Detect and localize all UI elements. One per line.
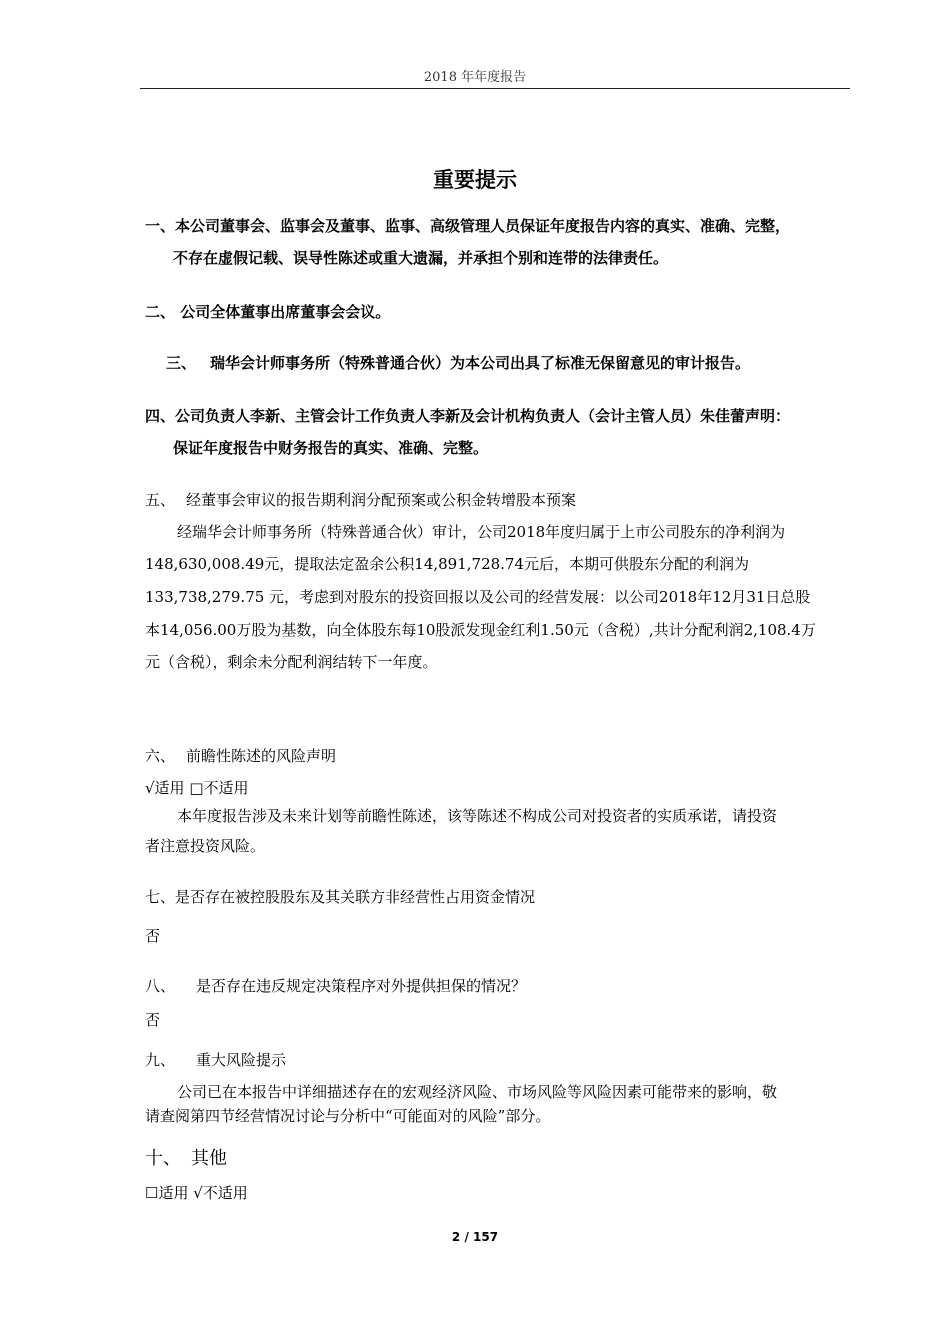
section-8-answer: 否: [145, 1011, 161, 1029]
section-10-applicability: ☐适用 √不适用: [145, 1184, 248, 1202]
section-1-line-1: 一、本公司董事会、监事会及董事、监事、高级管理人员保证年度报告内容的真实、准确、完整，: [145, 217, 791, 235]
section-8-heading: 是否存在违反规定决策程序对外提供担保的情况？: [196, 977, 527, 995]
section-4-line-1: 四、公司负责人李新、主管会计工作负责人李新及会计机构负责人（会计主管人员）朱佳蕾声明：: [145, 407, 791, 425]
section-5-body-line: 本14,056.00万股为基数，向全体股东每10股派发现金红利1.50元（含税）,共计分配利润2,108.4万: [145, 621, 816, 639]
section-1-line-2: 不存在虚假记载、误导性陈述或重大遗漏，并承担个别和连带的法律责任。: [173, 249, 669, 267]
section-7-answer: 否: [145, 927, 161, 945]
section-5-heading: 经董事会审议的报告期利润分配预案或公积金转增股本预案: [186, 491, 577, 509]
section-6-applicability: √适用 □不适用: [145, 779, 249, 797]
section-9-number: 九、: [145, 1051, 176, 1069]
section-4-line-2: 保证年度报告中财务报告的真实、准确、完整。: [173, 439, 489, 457]
section-7-heading: 七、是否存在被控股股东及其关联方非经营性占用资金情况: [145, 888, 536, 906]
section-6-number: 六、: [145, 747, 176, 765]
section-5-body-line: 经瑞华会计师事务所（特殊普通合伙）审计，公司2018年度归属于上市公司股东的净利润为: [177, 523, 786, 541]
section-9-body-line: 公司已在本报告中详细描述存在的宏观经济风险、市场风险等风险因素可能带来的影响，敬: [177, 1083, 778, 1101]
section-3-text: 瑞华会计师事务所（特殊普通合伙）为本公司出具了标准无保留意见的审计报告。: [210, 354, 751, 372]
section-6-heading: 前瞻性陈述的风险声明: [186, 747, 337, 765]
section-10-number: 十、: [145, 1148, 181, 1169]
section-5-body-line: 148,630,008.49元，提取法定盈余公积14,891,728.74元后，本期可供股东分配的利润为: [145, 555, 750, 573]
section-9-heading: 重大风险提示: [196, 1051, 287, 1069]
section-6-body-line: 者注意投资风险。: [145, 837, 266, 855]
section-5-number: 五、: [145, 491, 176, 509]
section-8-number: 八、: [145, 977, 176, 995]
page-number: 2 / 157: [451, 1230, 499, 1244]
section-5-body-line: 元（含税），剩余未分配利润结转下一年度。: [145, 653, 438, 671]
header-divider: [140, 88, 850, 89]
page-title: 重要提示: [433, 168, 517, 192]
section-2: 二、 公司全体董事出席董事会会议。: [145, 303, 391, 321]
section-9-body-line: 请查阅第四节经营情况讨论与分析中“可能面对的风险”部分。: [145, 1107, 551, 1125]
running-header: 2018 年年度报告: [423, 70, 527, 85]
section-10-heading: 其他: [191, 1148, 227, 1169]
section-3-number: 三、: [166, 354, 197, 372]
section-5-body-line: 133,738,279.75 元，考虑到对股东的投资回报以及公司的经营发展：以公司2018年12月31日总股: [145, 588, 811, 606]
section-6-body-line: 本年度报告涉及未来计划等前瞻性陈述，该等陈述不构成公司对投资者的实质承诺，请投资: [177, 807, 778, 825]
